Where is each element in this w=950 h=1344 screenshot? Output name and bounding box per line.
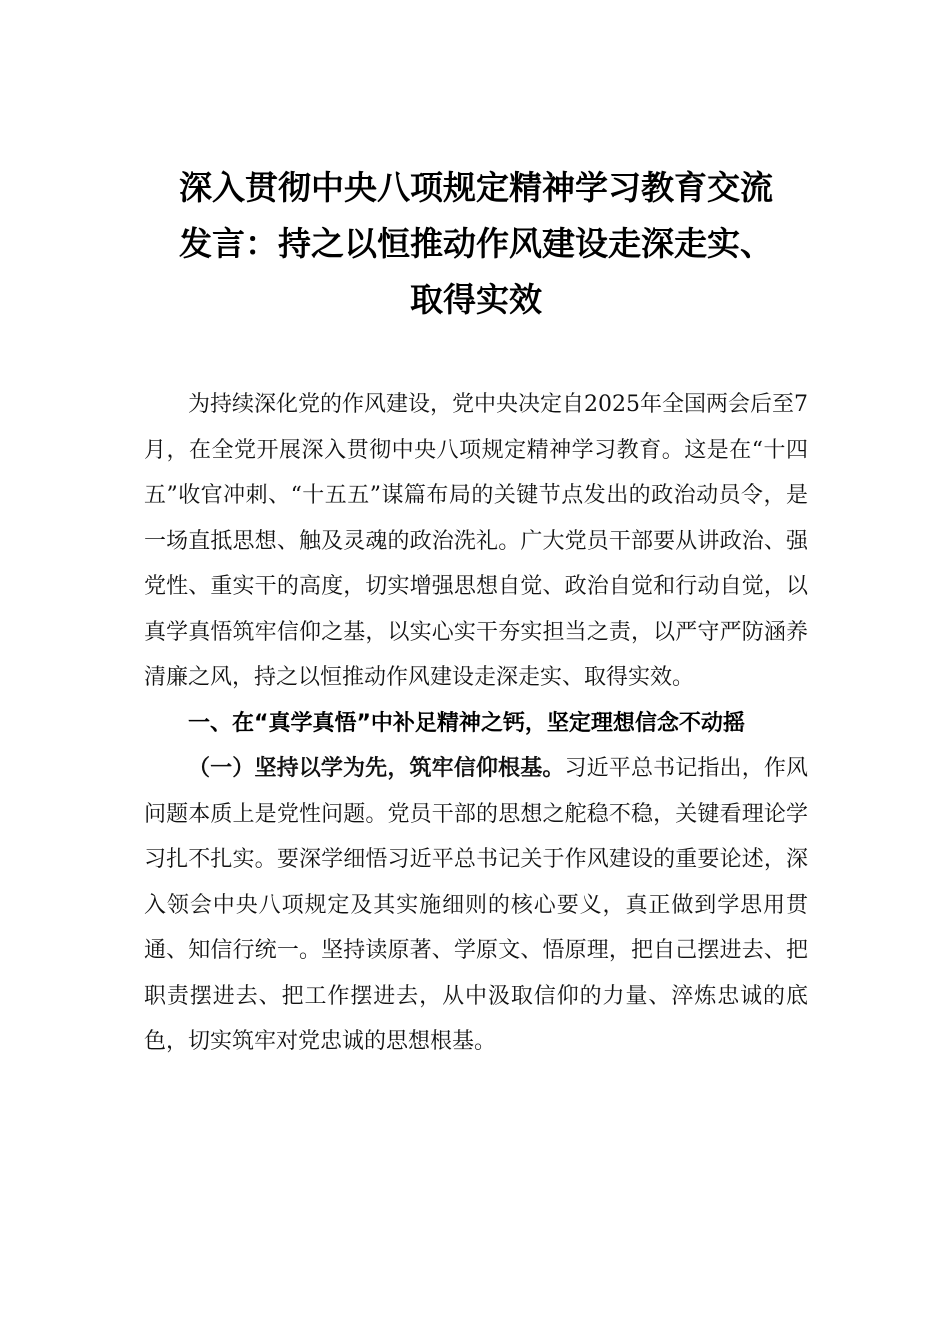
document-body [144,160,808,1065]
title-line-3: 取得实效 [410,280,542,319]
title-line-1: 深入贯彻中央八项规定精神学习教育交流 [179,168,773,207]
intro-paragraph: 为持续深化党的作风建设，党中央决定自2025年全国两会后至7月，在全党开展深入贯彻中央八项规定精神学习教育。这是在“十四五”收官冲刺、“十五五”谋篇布局的关键节点发出的政治动员令，是一场直抵思想、触及灵魂的政治洗礼。广大党员干部要从讲政治、强党性、重实干的高度，切实增强思想自觉、政治自觉和行动自觉，以真学真悟筑牢信仰之基，以实心实干夯实担当之责，以严守严防涵养清廉之风，持之以恒推动作风建设走深走实、取得实效。 [144,392,808,690]
subsection-1-text: 习近平总书记指出，作风问题本质上是党性问题。党员干部的思想之舵稳不稳，关键看理论学习扎不扎实。要深学细悟习近平总书记关于作风建设的重要论述，深入领会中央八项规定及其实施细则的核心要义，真正做到学思用贯通、知信行统一。坚持读原著、学原文、悟原理，把自己摆进去、把职责摆进去、把工作摆进去，从中汲取信仰的力量、淬炼忠诚的底色，切实筑牢对党忠诚的思想根基。 [144,756,808,1054]
section-1-subsection-1 [144,746,808,1065]
section-1-heading: 一、在“真学真悟”中补足精神之钙，坚定理想信念不动摇 [188,710,745,736]
title-line-2: 发言：持之以恒推动作风建设走深走实、 [179,224,773,263]
document-title [144,160,808,328]
subsection-1-lead: （一）坚持以学为先，筑牢信仰根基。 [188,755,565,781]
